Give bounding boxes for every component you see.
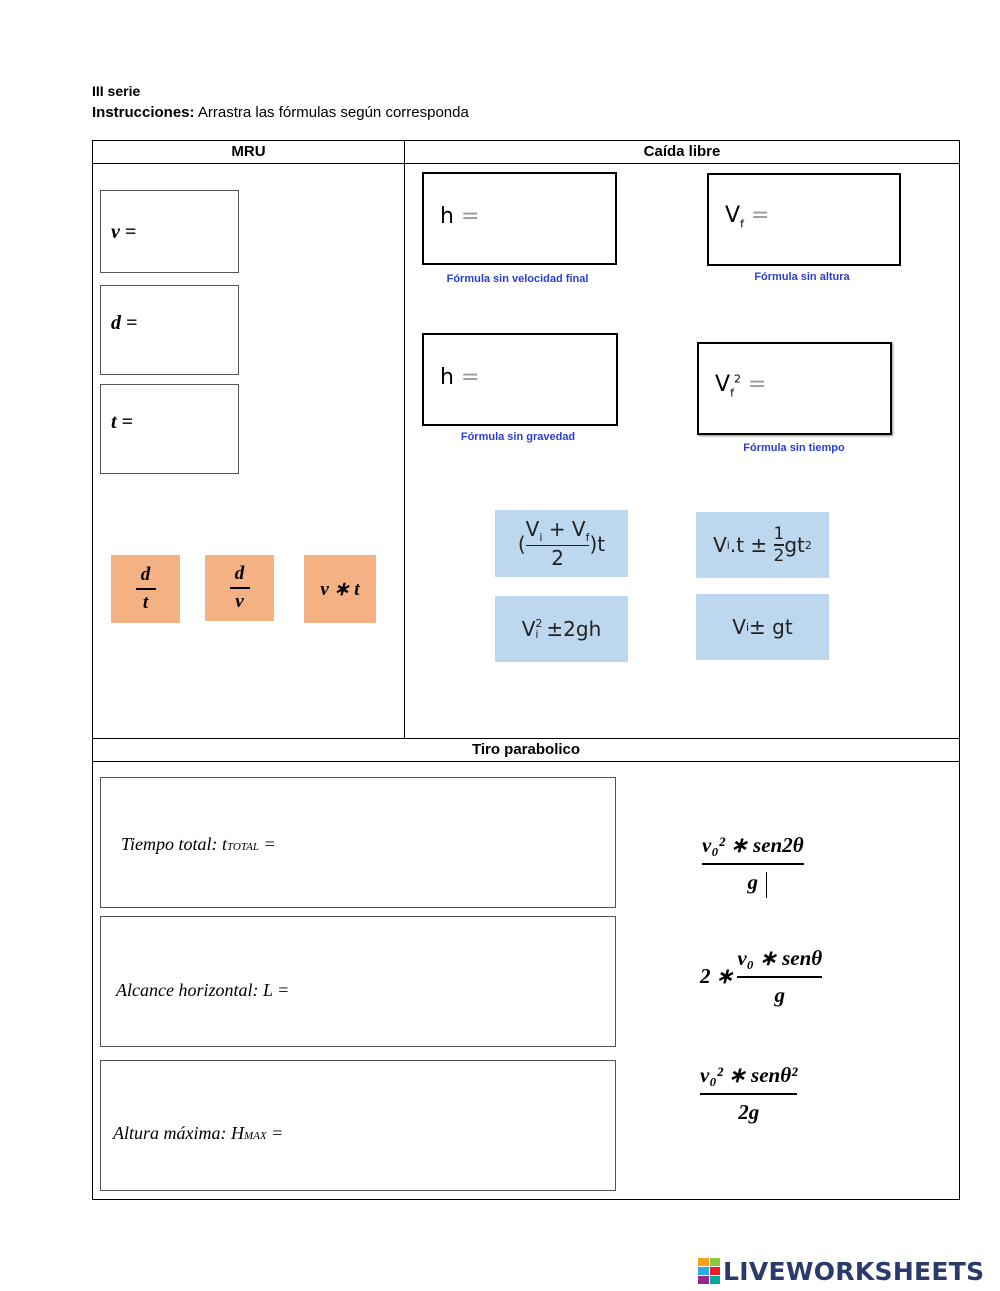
- numerator: 1: [773, 523, 785, 544]
- fraction-d-over-t: [136, 565, 156, 612]
- table-border-top: [92, 140, 960, 141]
- equals: =: [747, 372, 767, 397]
- pm-gt: ± gt: [749, 615, 793, 639]
- close-paren-t: )t: [589, 531, 606, 556]
- numerator: d: [234, 563, 245, 585]
- table-column-divider: [404, 140, 405, 738]
- table-border-right: [959, 140, 960, 1200]
- vi: V: [521, 617, 536, 641]
- vf: V: [571, 516, 586, 541]
- denominator: t: [142, 591, 149, 613]
- mru-dropzone-v[interactable]: [100, 190, 239, 273]
- logo-tile: [710, 1276, 721, 1284]
- chip-altura-maxima-formula[interactable]: [700, 1063, 797, 1125]
- numerator: v₀² ∗ senθ²: [700, 1063, 798, 1087]
- caption-sin-tiempo: Fórmula sin tiempo: [743, 442, 845, 454]
- caption-sin-gravedad: Fórmula sin gravedad: [460, 431, 576, 443]
- numerator: v₀² ∗ sen2θ: [702, 833, 804, 858]
- caida-dropzone-vf2[interactable]: [697, 342, 892, 435]
- equals: =: [460, 204, 480, 229]
- caida-label-vf2: [715, 372, 766, 399]
- vi: V: [713, 533, 727, 557]
- column-header-mru: MRU: [231, 143, 266, 160]
- text-cursor: [766, 872, 767, 898]
- caida-label-h-2: [440, 365, 479, 390]
- chip-vi-pm-gt[interactable]: [696, 594, 829, 660]
- chip-vi2-pm-2gh[interactable]: [495, 596, 628, 662]
- denominator: g: [774, 982, 786, 1007]
- vi: V: [732, 615, 746, 639]
- logo-tile: [698, 1258, 709, 1266]
- sub-i: i: [535, 628, 539, 641]
- table-row-divider: [92, 738, 960, 739]
- gt: gt: [784, 533, 805, 557]
- var: V: [725, 203, 741, 228]
- logo-tile: [698, 1267, 709, 1275]
- var: h: [440, 365, 454, 390]
- equals: =: [750, 203, 770, 228]
- denominator: 2g: [738, 1099, 760, 1124]
- chip-vi-t-half-gt2[interactable]: [696, 512, 829, 578]
- fraction-average: [526, 518, 590, 570]
- fraction-bar: [702, 863, 804, 865]
- text: Tiempo total: t: [121, 834, 228, 854]
- tiro-dropzone-alcance[interactable]: [100, 916, 616, 1047]
- sub-i: i: [726, 538, 730, 552]
- caption-sin-velocidad-final: Fórmula sin velocidad final: [446, 273, 589, 285]
- sup-2: 2: [535, 617, 543, 630]
- mru-label-d: d =: [111, 312, 138, 334]
- mru-label-t: t =: [111, 411, 133, 433]
- mru-label-v: v =: [111, 221, 137, 243]
- two-times: 2 ∗: [700, 964, 734, 989]
- fraction-sen2theta: [702, 833, 804, 895]
- tiro-label-altura-maxima: [113, 1123, 283, 1144]
- tiro-label-tiempo-total: [121, 834, 276, 855]
- row-header-tiro-parabolico: Tiro parabolico: [471, 741, 581, 758]
- vi: V: [525, 516, 540, 541]
- fraction-bar: [136, 588, 156, 590]
- table-header-divider: [92, 163, 960, 164]
- text: Altura máxima: H: [113, 1123, 244, 1143]
- var: V: [715, 372, 731, 397]
- logo-tile: [710, 1267, 721, 1275]
- chip-average-velocity[interactable]: [495, 510, 628, 577]
- liveworksheets-logo: [698, 1256, 984, 1286]
- caida-dropzone-h-1[interactable]: [422, 172, 617, 265]
- mru-dropzone-t[interactable]: [100, 384, 239, 474]
- tiro-label-alcance: Alcance horizontal: L =: [116, 980, 290, 1000]
- plus: +: [548, 516, 566, 541]
- fraction-bar: [230, 587, 250, 589]
- dot-t-pm: .t ±: [729, 533, 768, 557]
- chip-tiempo-total-formula[interactable]: [702, 830, 804, 898]
- logo-tile: [698, 1276, 709, 1284]
- sub: TOTAL: [227, 841, 260, 853]
- caida-label-h-1: [440, 204, 479, 229]
- sup-2: 2: [804, 538, 812, 552]
- chip-d-over-v[interactable]: [205, 555, 274, 621]
- chip-d-over-t[interactable]: [111, 555, 180, 623]
- tiro-dropzone-altura-maxima[interactable]: [100, 1060, 616, 1191]
- sub: MAX: [243, 1130, 267, 1142]
- instructions-label: Instrucciones:: [92, 104, 195, 121]
- fraction-sentheta-squared: [700, 1063, 797, 1125]
- pm-2gh: ±2gh: [546, 617, 602, 641]
- mru-dropzone-d[interactable]: [100, 285, 239, 375]
- denominator: g: [747, 869, 759, 894]
- sub-f: f: [585, 530, 590, 544]
- caption-sin-altura: Fórmula sin altura: [754, 271, 850, 283]
- fraction-sentheta: [737, 946, 822, 1008]
- logo-tile: [710, 1258, 721, 1266]
- sub-i: i: [745, 620, 750, 634]
- sub: f: [730, 386, 734, 400]
- caida-label-vf: [725, 203, 769, 230]
- logo-text: LIVEWORKSHEETS: [723, 1256, 985, 1286]
- table-tiro-divider: [92, 761, 960, 762]
- fraction-half: [774, 525, 785, 566]
- equals: =: [460, 365, 480, 390]
- fraction-bar: [700, 1093, 797, 1095]
- sup: 2: [733, 372, 741, 386]
- denominator: v: [235, 590, 244, 612]
- equals: =: [259, 834, 276, 854]
- sub-i: i: [539, 530, 543, 544]
- chip-v-times-t[interactable]: [304, 555, 376, 623]
- numerator: [526, 518, 590, 544]
- caida-dropzone-h-2[interactable]: [422, 333, 618, 426]
- open-paren: (: [517, 531, 526, 556]
- series-title: III serie: [92, 83, 141, 99]
- numerator: v₀ ∗ senθ: [737, 946, 823, 970]
- table-border-left: [92, 140, 93, 1200]
- sub: f: [740, 217, 744, 231]
- caida-dropzone-vf[interactable]: [707, 173, 901, 266]
- instructions: [92, 104, 469, 121]
- chip-alcance-formula[interactable]: [700, 946, 822, 1008]
- denominator: 2: [551, 546, 564, 571]
- equals: =: [266, 1123, 284, 1143]
- sub-sup: [535, 618, 542, 640]
- fraction-d-over-v: [230, 564, 250, 611]
- denominator: 2: [773, 545, 785, 566]
- var: h: [440, 204, 454, 229]
- table-border-bottom: [92, 1199, 960, 1200]
- instructions-text: Arrastra las fórmulas según corresponda: [194, 104, 469, 121]
- logo-icon: [698, 1258, 720, 1284]
- column-header-caida-libre: Caída libre: [643, 143, 721, 160]
- v-times-t-label: v ∗ t: [320, 578, 360, 600]
- fraction-bar: [737, 976, 822, 978]
- numerator: d: [140, 564, 151, 586]
- tiro-dropzone-tiempo-total[interactable]: [100, 777, 616, 908]
